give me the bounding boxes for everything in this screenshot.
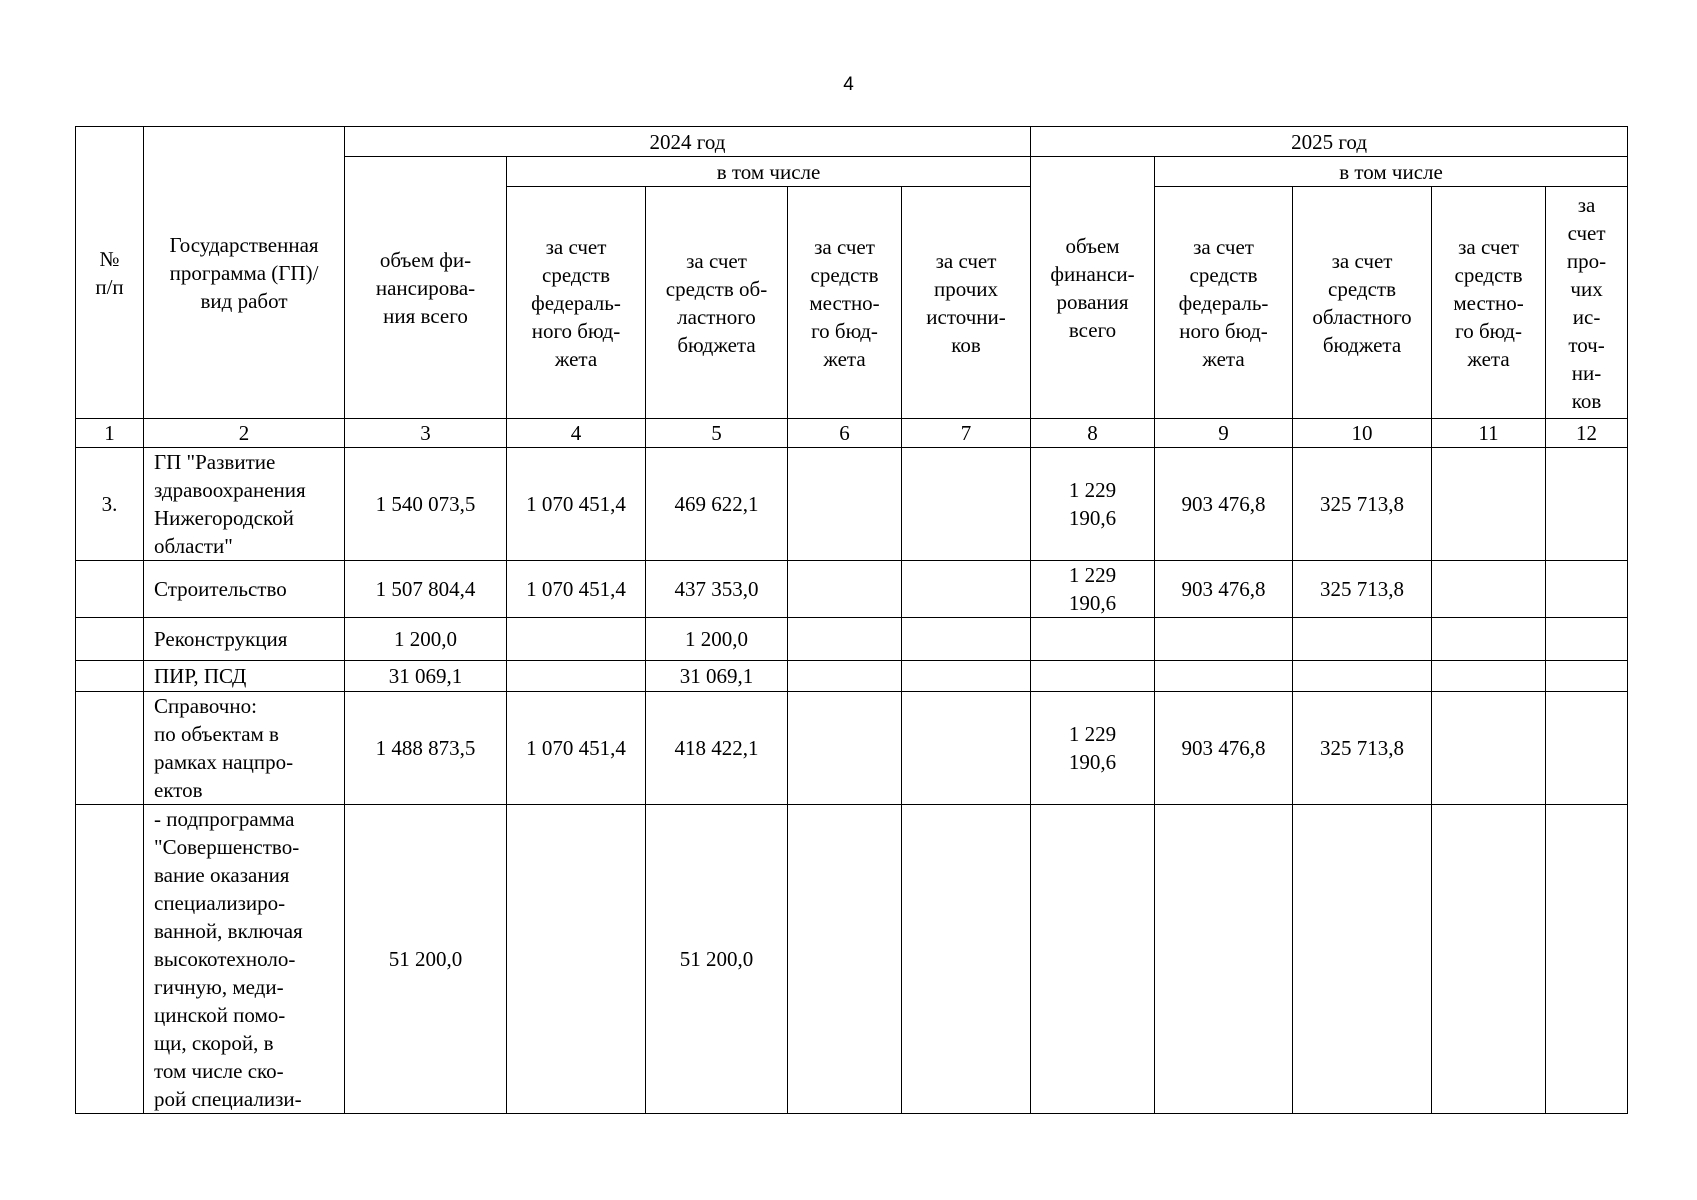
row-name: ПИР, ПСД [144,661,345,692]
page-number: 4 [843,74,854,95]
table-row [76,618,1628,661]
cell-regional-2024: 1 200,0 [646,618,788,661]
cell-total-2025: 1 229 190,6 [1031,692,1155,805]
cell-total-2024: 1 507 804,4 [345,561,507,618]
header-year-2025: 2025 год [1031,127,1628,157]
cell-regional-2025: 325 713,8 [1293,561,1432,618]
row-no [76,661,144,692]
column-number: 9 [1155,419,1293,448]
cell-federal-2025 [1155,661,1293,692]
header-2024-other: за счет прочих источни- ков [902,187,1031,419]
cell-total-2024: 1 488 873,5 [345,692,507,805]
cell-other-2025 [1546,561,1628,618]
header-year-2024: 2024 год [345,127,1031,157]
cell-other-2024 [902,448,1031,561]
cell-federal-2025 [1155,618,1293,661]
cell-local-2025 [1432,692,1546,805]
cell-local-2025 [1432,561,1546,618]
row-name: - подпрограмма "Совершенство- вание оказания специализиро- ванной, включая высокотехноло- гичную, меди- цинской помо- щи, скорой, в том числе ско- рой специализи- [144,805,345,1114]
row-no: 3. [76,448,144,561]
header-2024-federal: за счет средств федераль- ного бюд- жета [507,187,646,419]
column-number: 1 [76,419,144,448]
column-number: 4 [507,419,646,448]
cell-other-2025 [1546,618,1628,661]
cell-regional-2024: 418 422,1 [646,692,788,805]
cell-regional-2024: 31 069,1 [646,661,788,692]
cell-other-2025 [1546,448,1628,561]
column-number: 10 [1293,419,1432,448]
cell-other-2024 [902,661,1031,692]
cell-federal-2025: 903 476,8 [1155,448,1293,561]
cell-other-2025 [1546,661,1628,692]
column-number: 2 [144,419,345,448]
header-2025-other: за счет про- чих ис- точ- ни- ков [1546,187,1628,419]
table-row [76,561,1628,618]
header-2025-regional: за счет средств областного бюджета [1293,187,1432,419]
cell-federal-2024 [507,805,646,1114]
header-2025-total: объем финанси- рования всего [1031,157,1155,419]
cell-local-2025 [1432,448,1546,561]
cell-other-2025 [1546,805,1628,1114]
header-2024-regional: за счет средств об- ластного бюджета [646,187,788,419]
cell-total-2025: 1 229 190,6 [1031,448,1155,561]
cell-local-2024 [788,618,902,661]
cell-total-2024: 1 540 073,5 [345,448,507,561]
header-2024-including: в том числе [507,157,1031,187]
cell-total-2024: 51 200,0 [345,805,507,1114]
column-number: 12 [1546,419,1628,448]
cell-regional-2025 [1293,618,1432,661]
cell-total-2025 [1031,805,1155,1114]
table-row [76,661,1628,692]
cell-regional-2024: 437 353,0 [646,561,788,618]
header-col-program: Государственная программа (ГП)/ вид работ [144,127,345,419]
column-number: 7 [902,419,1031,448]
column-number: 3 [345,419,507,448]
header-2025-local: за счет средств местно- го бюд- жета [1432,187,1546,419]
cell-federal-2024 [507,618,646,661]
cell-federal-2024: 1 070 451,4 [507,692,646,805]
column-number: 11 [1432,419,1546,448]
header-row-years [76,127,1628,157]
cell-regional-2024: 469 622,1 [646,448,788,561]
cell-total-2025: 1 229 190,6 [1031,561,1155,618]
cell-regional-2025: 325 713,8 [1293,448,1432,561]
table-row [76,448,1628,561]
financing-table [75,126,1628,1114]
cell-federal-2025 [1155,805,1293,1114]
cell-total-2025 [1031,618,1155,661]
cell-federal-2024: 1 070 451,4 [507,448,646,561]
cell-regional-2025 [1293,661,1432,692]
cell-regional-2025 [1293,805,1432,1114]
cell-federal-2024 [507,661,646,692]
cell-total-2025 [1031,661,1155,692]
header-2025-including: в том числе [1155,157,1628,187]
table-row [76,805,1628,1114]
column-number: 6 [788,419,902,448]
cell-federal-2025: 903 476,8 [1155,561,1293,618]
cell-other-2025 [1546,692,1628,805]
column-number: 5 [646,419,788,448]
cell-other-2024 [902,561,1031,618]
header-2025-federal: за счет средств федераль- ного бюд- жета [1155,187,1293,419]
row-no [76,692,144,805]
column-numbers-row [76,419,1628,448]
cell-local-2024 [788,448,902,561]
row-name: ГП "Развитие здравоохранения Нижегородской области" [144,448,345,561]
cell-local-2024 [788,661,902,692]
header-2024-total: объем фи- нансирова- ния всего [345,157,507,419]
cell-total-2024: 31 069,1 [345,661,507,692]
table-row [76,692,1628,805]
cell-local-2024 [788,805,902,1114]
cell-other-2024 [902,618,1031,661]
row-no [76,561,144,618]
cell-local-2024 [788,692,902,805]
cell-regional-2024: 51 200,0 [646,805,788,1114]
cell-local-2025 [1432,805,1546,1114]
column-number: 8 [1031,419,1155,448]
header-col-no: № п/п [76,127,144,419]
row-name: Строительство [144,561,345,618]
header-2024-local: за счет средств местно- го бюд- жета [788,187,902,419]
cell-other-2024 [902,692,1031,805]
cell-local-2025 [1432,618,1546,661]
row-no [76,618,144,661]
row-name: Справочно: по объектам в рамках нацпро- ектов [144,692,345,805]
cell-local-2024 [788,561,902,618]
cell-federal-2024: 1 070 451,4 [507,561,646,618]
cell-local-2025 [1432,661,1546,692]
cell-federal-2025: 903 476,8 [1155,692,1293,805]
row-name: Реконструкция [144,618,345,661]
cell-total-2024: 1 200,0 [345,618,507,661]
cell-other-2024 [902,805,1031,1114]
cell-regional-2025: 325 713,8 [1293,692,1432,805]
row-no [76,805,144,1114]
